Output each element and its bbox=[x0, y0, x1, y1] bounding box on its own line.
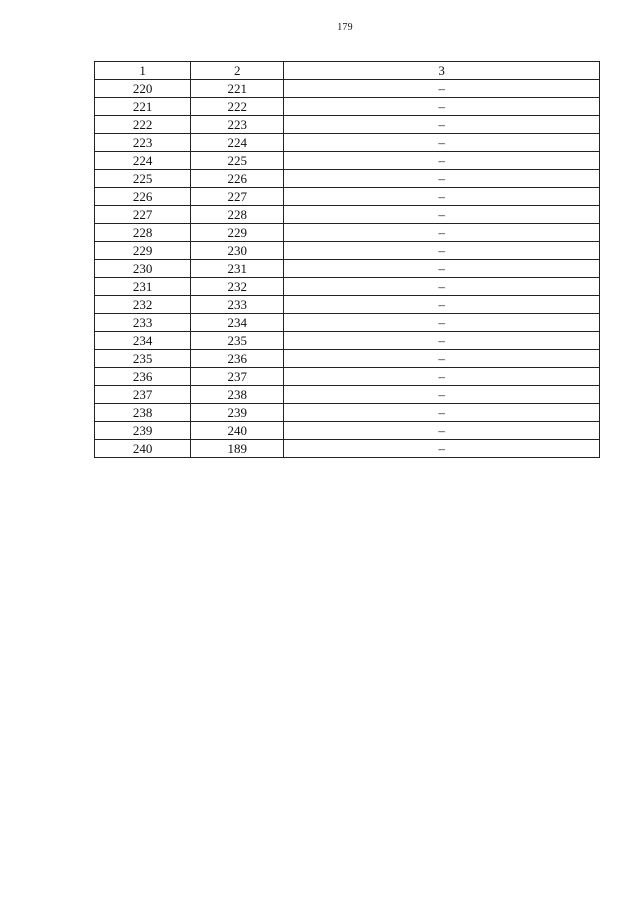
table-cell-col-2: 227 bbox=[191, 188, 284, 206]
page-number: 179 bbox=[337, 22, 353, 33]
table-cell-col-3: – bbox=[284, 314, 600, 332]
table-cell-col-2: 229 bbox=[191, 224, 284, 242]
table-cell-col-1: 236 bbox=[95, 368, 191, 386]
table-cell-col-2: 240 bbox=[191, 422, 284, 440]
table-cell-col-3: – bbox=[284, 188, 600, 206]
table-cell-col-2: 228 bbox=[191, 206, 284, 224]
table-cell-col-2: 231 bbox=[191, 260, 284, 278]
table-row bbox=[95, 152, 600, 170]
table-cell-col-3: – bbox=[284, 80, 600, 98]
table-cell-col-3: – bbox=[284, 152, 600, 170]
table-cell-col-3: – bbox=[284, 368, 600, 386]
table-cell-col-3: – bbox=[284, 404, 600, 422]
table-cell-col-2: 235 bbox=[191, 332, 284, 350]
table-cell-col-2: 238 bbox=[191, 386, 284, 404]
table-cell-col-2: 236 bbox=[191, 350, 284, 368]
table-row bbox=[95, 188, 600, 206]
table-cell-col-3: – bbox=[284, 170, 600, 188]
table-row bbox=[95, 116, 600, 134]
table-row bbox=[95, 98, 600, 116]
table-cell-col-1: 227 bbox=[95, 206, 191, 224]
table-cell-col-2: 237 bbox=[191, 368, 284, 386]
table-cell-col-1: 228 bbox=[95, 224, 191, 242]
table-cell-col-3: – bbox=[284, 296, 600, 314]
table-cell-col-1: 220 bbox=[95, 80, 191, 98]
column-header-1: 1 bbox=[95, 62, 191, 80]
table-cell-col-3: – bbox=[284, 206, 600, 224]
table-cell-col-3: – bbox=[284, 386, 600, 404]
table-cell-col-2: 189 bbox=[191, 440, 284, 458]
table-cell-col-1: 231 bbox=[95, 278, 191, 296]
table-cell-col-1: 240 bbox=[95, 440, 191, 458]
table-cell-col-2: 222 bbox=[191, 98, 284, 116]
table-cell-col-1: 226 bbox=[95, 188, 191, 206]
table-row bbox=[95, 332, 600, 350]
table-cell-col-3: – bbox=[284, 350, 600, 368]
table-cell-col-2: 221 bbox=[191, 80, 284, 98]
table-row bbox=[95, 386, 600, 404]
table-cell-col-1: 230 bbox=[95, 260, 191, 278]
table-cell-col-3: – bbox=[284, 260, 600, 278]
table-row bbox=[95, 80, 600, 98]
table-cell-col-1: 232 bbox=[95, 296, 191, 314]
table-cell-col-3: – bbox=[284, 224, 600, 242]
table-cell-col-1: 238 bbox=[95, 404, 191, 422]
column-header-2: 2 bbox=[191, 62, 284, 80]
table-cell-col-2: 226 bbox=[191, 170, 284, 188]
table-cell-col-3: – bbox=[284, 278, 600, 296]
table-cell-col-1: 222 bbox=[95, 116, 191, 134]
table-cell-col-3: – bbox=[284, 422, 600, 440]
table-cell-col-1: 234 bbox=[95, 332, 191, 350]
table-cell-col-3: – bbox=[284, 242, 600, 260]
table-row bbox=[95, 440, 600, 458]
table-row bbox=[95, 170, 600, 188]
table-cell-col-3: – bbox=[284, 332, 600, 350]
table-cell-col-1: 221 bbox=[95, 98, 191, 116]
table-cell-col-1: 225 bbox=[95, 170, 191, 188]
table-row bbox=[95, 242, 600, 260]
table-row bbox=[95, 422, 600, 440]
table-row bbox=[95, 224, 600, 242]
table-row bbox=[95, 314, 600, 332]
table-cell-col-1: 224 bbox=[95, 152, 191, 170]
table-cell-col-2: 232 bbox=[191, 278, 284, 296]
table-cell-col-3: – bbox=[284, 98, 600, 116]
column-header-3: 3 bbox=[284, 62, 600, 80]
table-body bbox=[95, 80, 600, 458]
table-row bbox=[95, 278, 600, 296]
table-cell-col-2: 239 bbox=[191, 404, 284, 422]
table-row bbox=[95, 368, 600, 386]
table-cell-col-2: 224 bbox=[191, 134, 284, 152]
table-row bbox=[95, 350, 600, 368]
table-cell-col-1: 233 bbox=[95, 314, 191, 332]
table-cell-col-1: 235 bbox=[95, 350, 191, 368]
table-cell-col-2: 225 bbox=[191, 152, 284, 170]
table-cell-col-2: 233 bbox=[191, 296, 284, 314]
table-cell-col-2: 234 bbox=[191, 314, 284, 332]
table-row bbox=[95, 134, 600, 152]
table-row bbox=[95, 404, 600, 422]
table-cell-col-3: – bbox=[284, 440, 600, 458]
table-cell-col-3: – bbox=[284, 116, 600, 134]
table-cell-col-2: 223 bbox=[191, 116, 284, 134]
table-row bbox=[95, 260, 600, 278]
table-cell-col-1: 239 bbox=[95, 422, 191, 440]
table-row bbox=[95, 206, 600, 224]
table-cell-col-3: – bbox=[284, 134, 600, 152]
table-cell-col-1: 229 bbox=[95, 242, 191, 260]
data-table bbox=[94, 61, 600, 458]
table-row bbox=[95, 296, 600, 314]
table-header-row bbox=[95, 62, 600, 80]
table-cell-col-1: 237 bbox=[95, 386, 191, 404]
table-cell-col-2: 230 bbox=[191, 242, 284, 260]
table-cell-col-1: 223 bbox=[95, 134, 191, 152]
